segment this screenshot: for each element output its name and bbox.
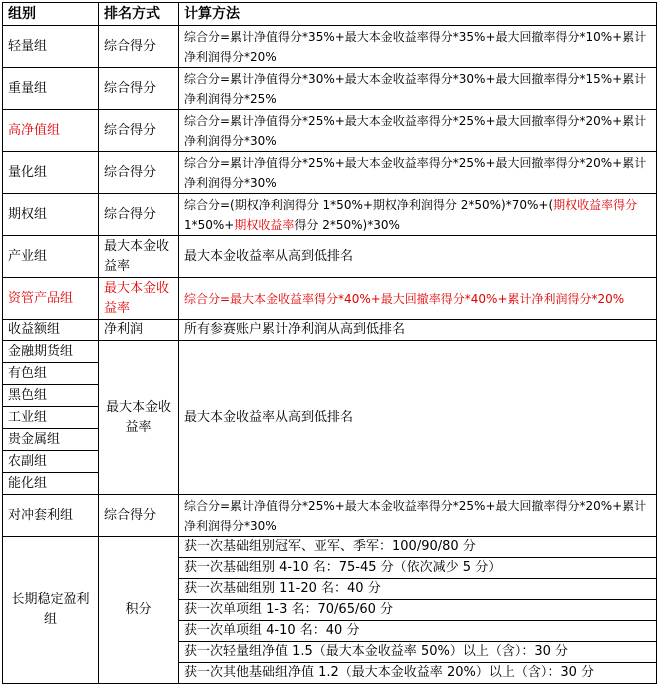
table-row <box>3 26 657 68</box>
table-row <box>3 110 657 152</box>
rank-cell: 积分 <box>99 537 179 684</box>
calc-cell: 获一次基础组别 11-20 名：40 分 <box>179 579 657 600</box>
group-cell: 期权组 <box>3 194 99 236</box>
group-cell: 重量组 <box>3 68 99 110</box>
header-rank-method: 排名方式 <box>99 3 179 26</box>
table-row <box>3 236 657 278</box>
table-row <box>3 341 657 363</box>
calc-cell: 获一次基础组别冠军、亚军、季军：100/90/80 分 <box>179 537 657 558</box>
table-row <box>3 495 657 537</box>
table-row <box>3 537 657 558</box>
group-cell: 收益额组 <box>3 320 99 341</box>
group-cell: 轻量组 <box>3 26 99 68</box>
calc-cell: 综合分=累计净值得分*25%+最大本金收益率得分*25%+最大回撤率得分*20%+累计净利润得分*30% <box>179 110 657 152</box>
rank-cell: 最大本金收益率 <box>99 341 179 495</box>
calc-cell: 综合分=累计净值得分*35%+最大本金收益率得分*35%+最大回撤率得分*10%+累计净利润得分*20% <box>179 26 657 68</box>
calc-text: 得分 2*50%)*30% <box>294 217 400 232</box>
rank-cell: 综合得分 <box>99 110 179 152</box>
calc-text: 综合分=(期权净利润得分 1*50%+期权净利润得分 2*50%)*70%+( <box>184 197 554 212</box>
group-cell: 高净值组 <box>3 110 99 152</box>
calc-cell: 最大本金收益率从高到低排名 <box>179 341 657 495</box>
group-cell: 量化组 <box>3 152 99 194</box>
calc-cell: 综合分=最大本金收益率得分*40%+最大回撤率得分*40%+累计净利润得分*20% <box>179 278 657 320</box>
group-cell: 工业组 <box>3 407 99 429</box>
group-cell: 对冲套利组 <box>3 495 99 537</box>
header-calc: 计算方法 <box>179 3 657 26</box>
calc-cell: 获一次单项组 1-3 名：70/65/60 分 <box>179 600 657 621</box>
rank-cell: 综合得分 <box>99 194 179 236</box>
group-cell: 产业组 <box>3 236 99 278</box>
calc-highlight: 期权收益率得分 <box>553 197 638 212</box>
group-cell: 农副组 <box>3 451 99 473</box>
rank-cell: 综合得分 <box>99 495 179 537</box>
rank-cell: 综合得分 <box>99 152 179 194</box>
header-group: 组别 <box>3 3 99 26</box>
group-cell: 资管产品组 <box>3 278 99 320</box>
ranking-table <box>2 2 657 684</box>
calc-cell <box>179 194 657 236</box>
header-row <box>3 3 657 26</box>
calc-cell: 获一次基础组别 4-10 名：75-45 分（依次减少 5 分） <box>179 558 657 579</box>
rank-cell: 净利润 <box>99 320 179 341</box>
rank-cell: 综合得分 <box>99 26 179 68</box>
group-cell: 黑色组 <box>3 385 99 407</box>
table-row <box>3 278 657 320</box>
group-cell: 有色组 <box>3 363 99 385</box>
calc-highlight: 期权收益率 <box>234 217 295 232</box>
table-row <box>3 194 657 236</box>
calc-text: 1*50%+ <box>184 217 235 232</box>
calc-cell: 获一次其他基础组净值 1.2（最大本金收益率 20%）以上（含）：30 分 <box>179 663 657 684</box>
calc-cell: 综合分=累计净值得分*25%+最大本金收益率得分*25%+最大回撤率得分*20%+累计净利润得分*30% <box>179 152 657 194</box>
rank-cell: 综合得分 <box>99 68 179 110</box>
calc-cell: 获一次轻量组净值 1.5（最大本金收益率 50%）以上（含）：30 分 <box>179 642 657 663</box>
calc-cell: 获一次单项组 4-10 名：40 分 <box>179 621 657 642</box>
rank-cell: 最大本金收益率 <box>99 236 179 278</box>
group-cell: 长期稳定盈利组 <box>3 537 99 684</box>
calc-cell: 所有参赛账户累计净利润从高到低排名 <box>179 320 657 341</box>
rank-cell: 最大本金收益率 <box>99 278 179 320</box>
calc-cell: 最大本金收益率从高到低排名 <box>179 236 657 278</box>
group-cell: 金融期货组 <box>3 341 99 363</box>
calc-cell: 综合分=累计净值得分*25%+最大本金收益率得分*25%+最大回撤率得分*20%+累计净利润得分*30% <box>179 495 657 537</box>
group-cell: 能化组 <box>3 473 99 495</box>
calc-cell: 综合分=累计净值得分*30%+最大本金收益率得分*30%+最大回撤率得分*15%+累计净利润得分*25% <box>179 68 657 110</box>
table-row <box>3 152 657 194</box>
table-row <box>3 320 657 341</box>
table-row <box>3 68 657 110</box>
group-cell: 贵金属组 <box>3 429 99 451</box>
